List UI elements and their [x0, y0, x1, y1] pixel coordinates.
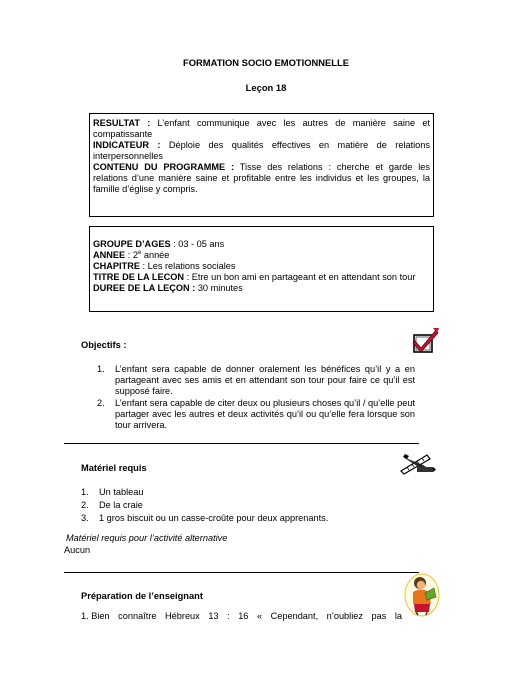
list-text: L’enfant sera capable de citer deux ou plusieurs choses qu’il / qu’elle peut partager avec les autres et deux activités qu’il ou qu’elle fera lorsque son tour arrivera.: [115, 398, 415, 430]
preparation-item-1: [81, 611, 414, 622]
list-number: 3.: [81, 513, 89, 523]
resultat-row: [93, 118, 430, 140]
groupe-row: [93, 239, 430, 250]
groupe-label: GROUPE D’AGES: [93, 239, 171, 249]
document-title: FORMATION SOCIO EMOTIONNELLE: [183, 57, 349, 68]
annee-text-post: année: [141, 250, 170, 260]
list-item: [97, 398, 415, 431]
annee-sup: e: [137, 249, 142, 256]
objectifs-heading: Objectifs :: [81, 340, 127, 350]
titre-label: TITRE DE LA LECON: [93, 272, 185, 282]
contenu-text: Tisse des relations : cherche et garde les relations d’une manière saine et profitable entre les individus et les groupes, la famille d’église y compris.: [93, 162, 430, 194]
alt-material-value: Aucun: [64, 545, 91, 555]
annee-row: [93, 250, 430, 261]
duree-row: [93, 283, 430, 294]
alt-material-label: Matériel requis pour l’activité alternative: [66, 533, 228, 543]
list-number: 2.: [97, 398, 105, 408]
list-item: [81, 487, 421, 498]
list-text: 1 gros biscuit ou un casse-croûte pour deux apprenants.: [99, 513, 329, 523]
preparation-heading: Préparation de l’enseignant: [81, 591, 203, 601]
checkbox-check-icon: [402, 326, 440, 356]
list-item: [97, 364, 415, 397]
list-text: De la craie: [99, 500, 143, 510]
chapitre-label: CHAPITRE: [93, 261, 140, 271]
groupe-text: : 03 - 05 ans: [170, 239, 225, 249]
lesson-number: Leçon 18: [245, 82, 287, 93]
chapitre-row: [93, 261, 430, 272]
section-divider: [64, 443, 419, 444]
lesson-info-box: [89, 226, 434, 312]
list-number: 1.: [97, 364, 105, 374]
resultat-text: L’enfant communique avec les autres de manière saine et compatissante: [93, 118, 431, 139]
section-divider: [64, 572, 419, 573]
list-text: Bien connaître Hébreux 13 : 16 « Cependant, n’oubliez pas la: [91, 611, 403, 621]
chapitre-text: : Les relations sociales: [139, 261, 236, 271]
list-item: [81, 500, 421, 511]
list-number: 1.: [81, 487, 89, 497]
list-text: L’enfant sera capable de donner oralement les bénéfices qu’il y a en partageant avec ses amis et en attendant son tour pour faire ce qu’il est supposé faire.: [115, 364, 415, 396]
duree-label: DUREE DE LA LEÇON :: [93, 283, 196, 293]
materiel-list: [81, 487, 421, 524]
contenu-label: CONTENU DU PROGRAMME :: [93, 162, 235, 172]
duree-text: 30 minutes: [195, 283, 243, 293]
resultat-label: RESULTAT :: [93, 118, 151, 128]
list-number: 1.: [81, 611, 89, 621]
titre-text: : Etre un bon ami en partageant et en attendant son tour: [184, 272, 416, 282]
lesson-summary-box: [89, 113, 434, 217]
titre-row: [93, 272, 423, 283]
indicateur-row: [93, 140, 430, 162]
annee-label: ANNEE: [93, 250, 126, 260]
contenu-row: [93, 162, 430, 195]
indicateur-text: Déploie des qualités effectives en matière de relations interpersonnelles: [93, 140, 430, 161]
indicateur-label: INDICATEUR :: [93, 140, 161, 150]
list-text: Un tableau: [99, 487, 144, 497]
pencil-ruler-icon: [397, 451, 437, 475]
list-number: 2.: [81, 500, 89, 510]
objectifs-list: [97, 364, 415, 431]
list-item: [81, 513, 421, 524]
materiel-heading: Matériel requis: [81, 463, 147, 473]
annee-text-pre: : 2: [125, 250, 138, 260]
